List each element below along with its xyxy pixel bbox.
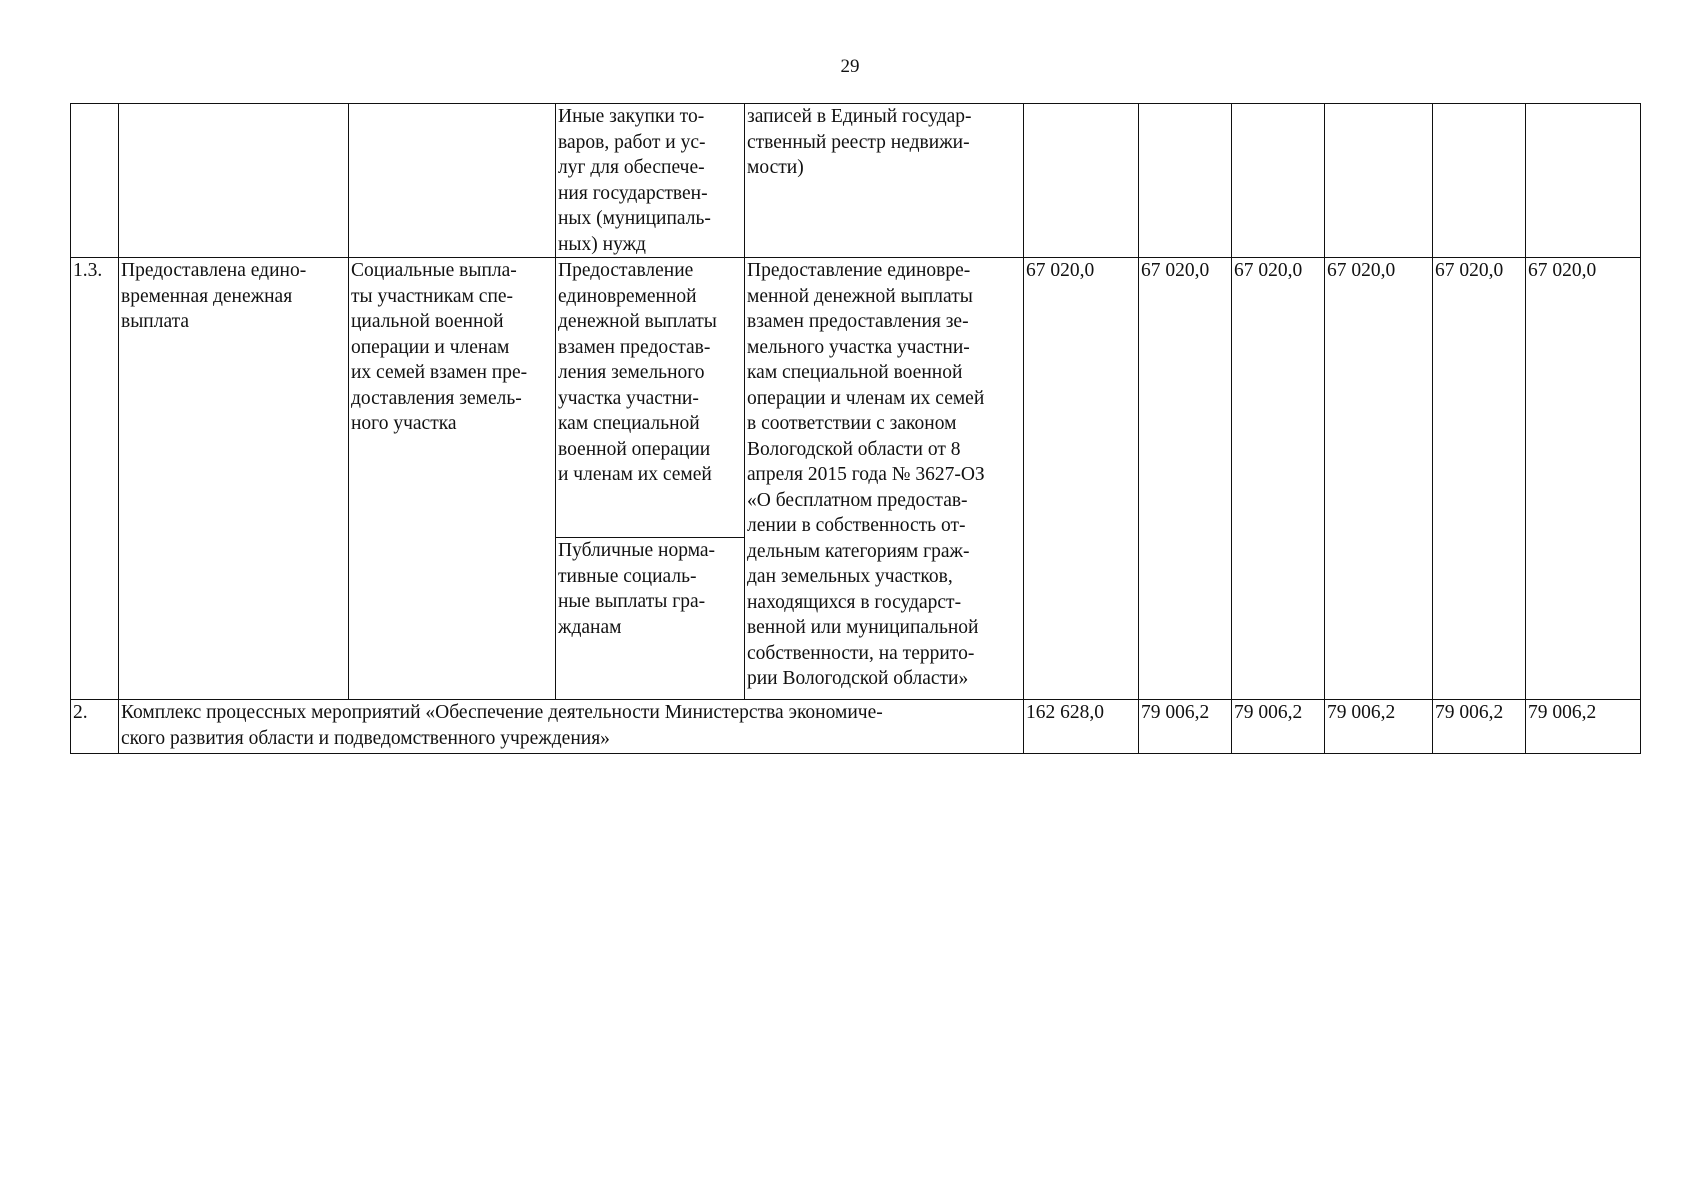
cell-empty [1325,104,1433,258]
cell-value: 79 006,2 [1232,700,1325,754]
cell-expense-type-top: Предоставление единовременной денежной выплаты взамен предостав- ления земельного участка участни- кам специальной военной операции и членам их семей [556,258,744,538]
page-number: 29 [840,56,860,77]
cell-value: 67 020,0 [1139,258,1232,700]
cell-row-number: 1.3. [71,258,119,700]
cell-empty [1232,104,1325,258]
cell-empty [1433,104,1526,258]
cell-result-name: Предоставлена едино- временная денежная выплата [119,258,349,700]
cell-value: 67 020,0 [1526,258,1641,700]
table-row-2 [71,700,1641,754]
cell-num-empty [71,104,119,258]
cell-result-type: Социальные выпла- ты участникам спе- циальной военной операции и членам их семей взамен пре- доставления земель- ного участка [349,258,556,700]
cell-row-number: 2. [71,700,119,754]
cell-name-empty [119,104,349,258]
cell-value: 162 628,0 [1024,700,1139,754]
cell-value: 67 020,0 [1232,258,1325,700]
cell-value: 79 006,2 [1433,700,1526,754]
cell-empty [1526,104,1641,258]
table-row-1-3 [71,258,1641,700]
cell-expense-types [556,258,745,700]
cell-type-empty [349,104,556,258]
cell-expense-type-bottom: Публичные норма- тивные социаль- ные выплаты гра- жданам [558,540,716,638]
cell-value: 79 006,2 [1325,700,1433,754]
cell-value: 67 020,0 [1024,258,1139,700]
table-row-continuation [71,104,1641,258]
budget-table [70,103,1641,754]
cell-value: 67 020,0 [1433,258,1526,700]
cell-empty [1024,104,1139,258]
cell-value: 79 006,2 [1526,700,1641,754]
cell-value: 79 006,2 [1139,700,1232,754]
cell-registry-note: записей в Единый государ- ственный реестр недвижи- мости) [745,104,1024,258]
cell-empty [1139,104,1232,258]
cell-value: 67 020,0 [1325,258,1433,700]
cell-procurement: Иные закупки то- варов, работ и ус- луг для обеспече- ния государствен- ных (муниципаль- ных) нужд [556,104,745,258]
cell-complex-name: Комплекс процессных мероприятий «Обеспечение деятельности Министерства экономиче- ского развития области и подведомственного учреждения» [119,700,1024,754]
cell-characteristic: Предоставление единовре- менной денежной выплаты взамен предоставления зе- мельного участка участни- кам специальной военной операции и членам их семей в соответствии с законом Вологодской области от 8 апреля 2015 года № 3627-ОЗ «О бесплатном предостав- лении в собственность от- дельным категориям граж- дан земельных участков, находящихся в государст- венной или муниципальной собственности, на террито- рии Вологодской области» [745,258,1024,700]
